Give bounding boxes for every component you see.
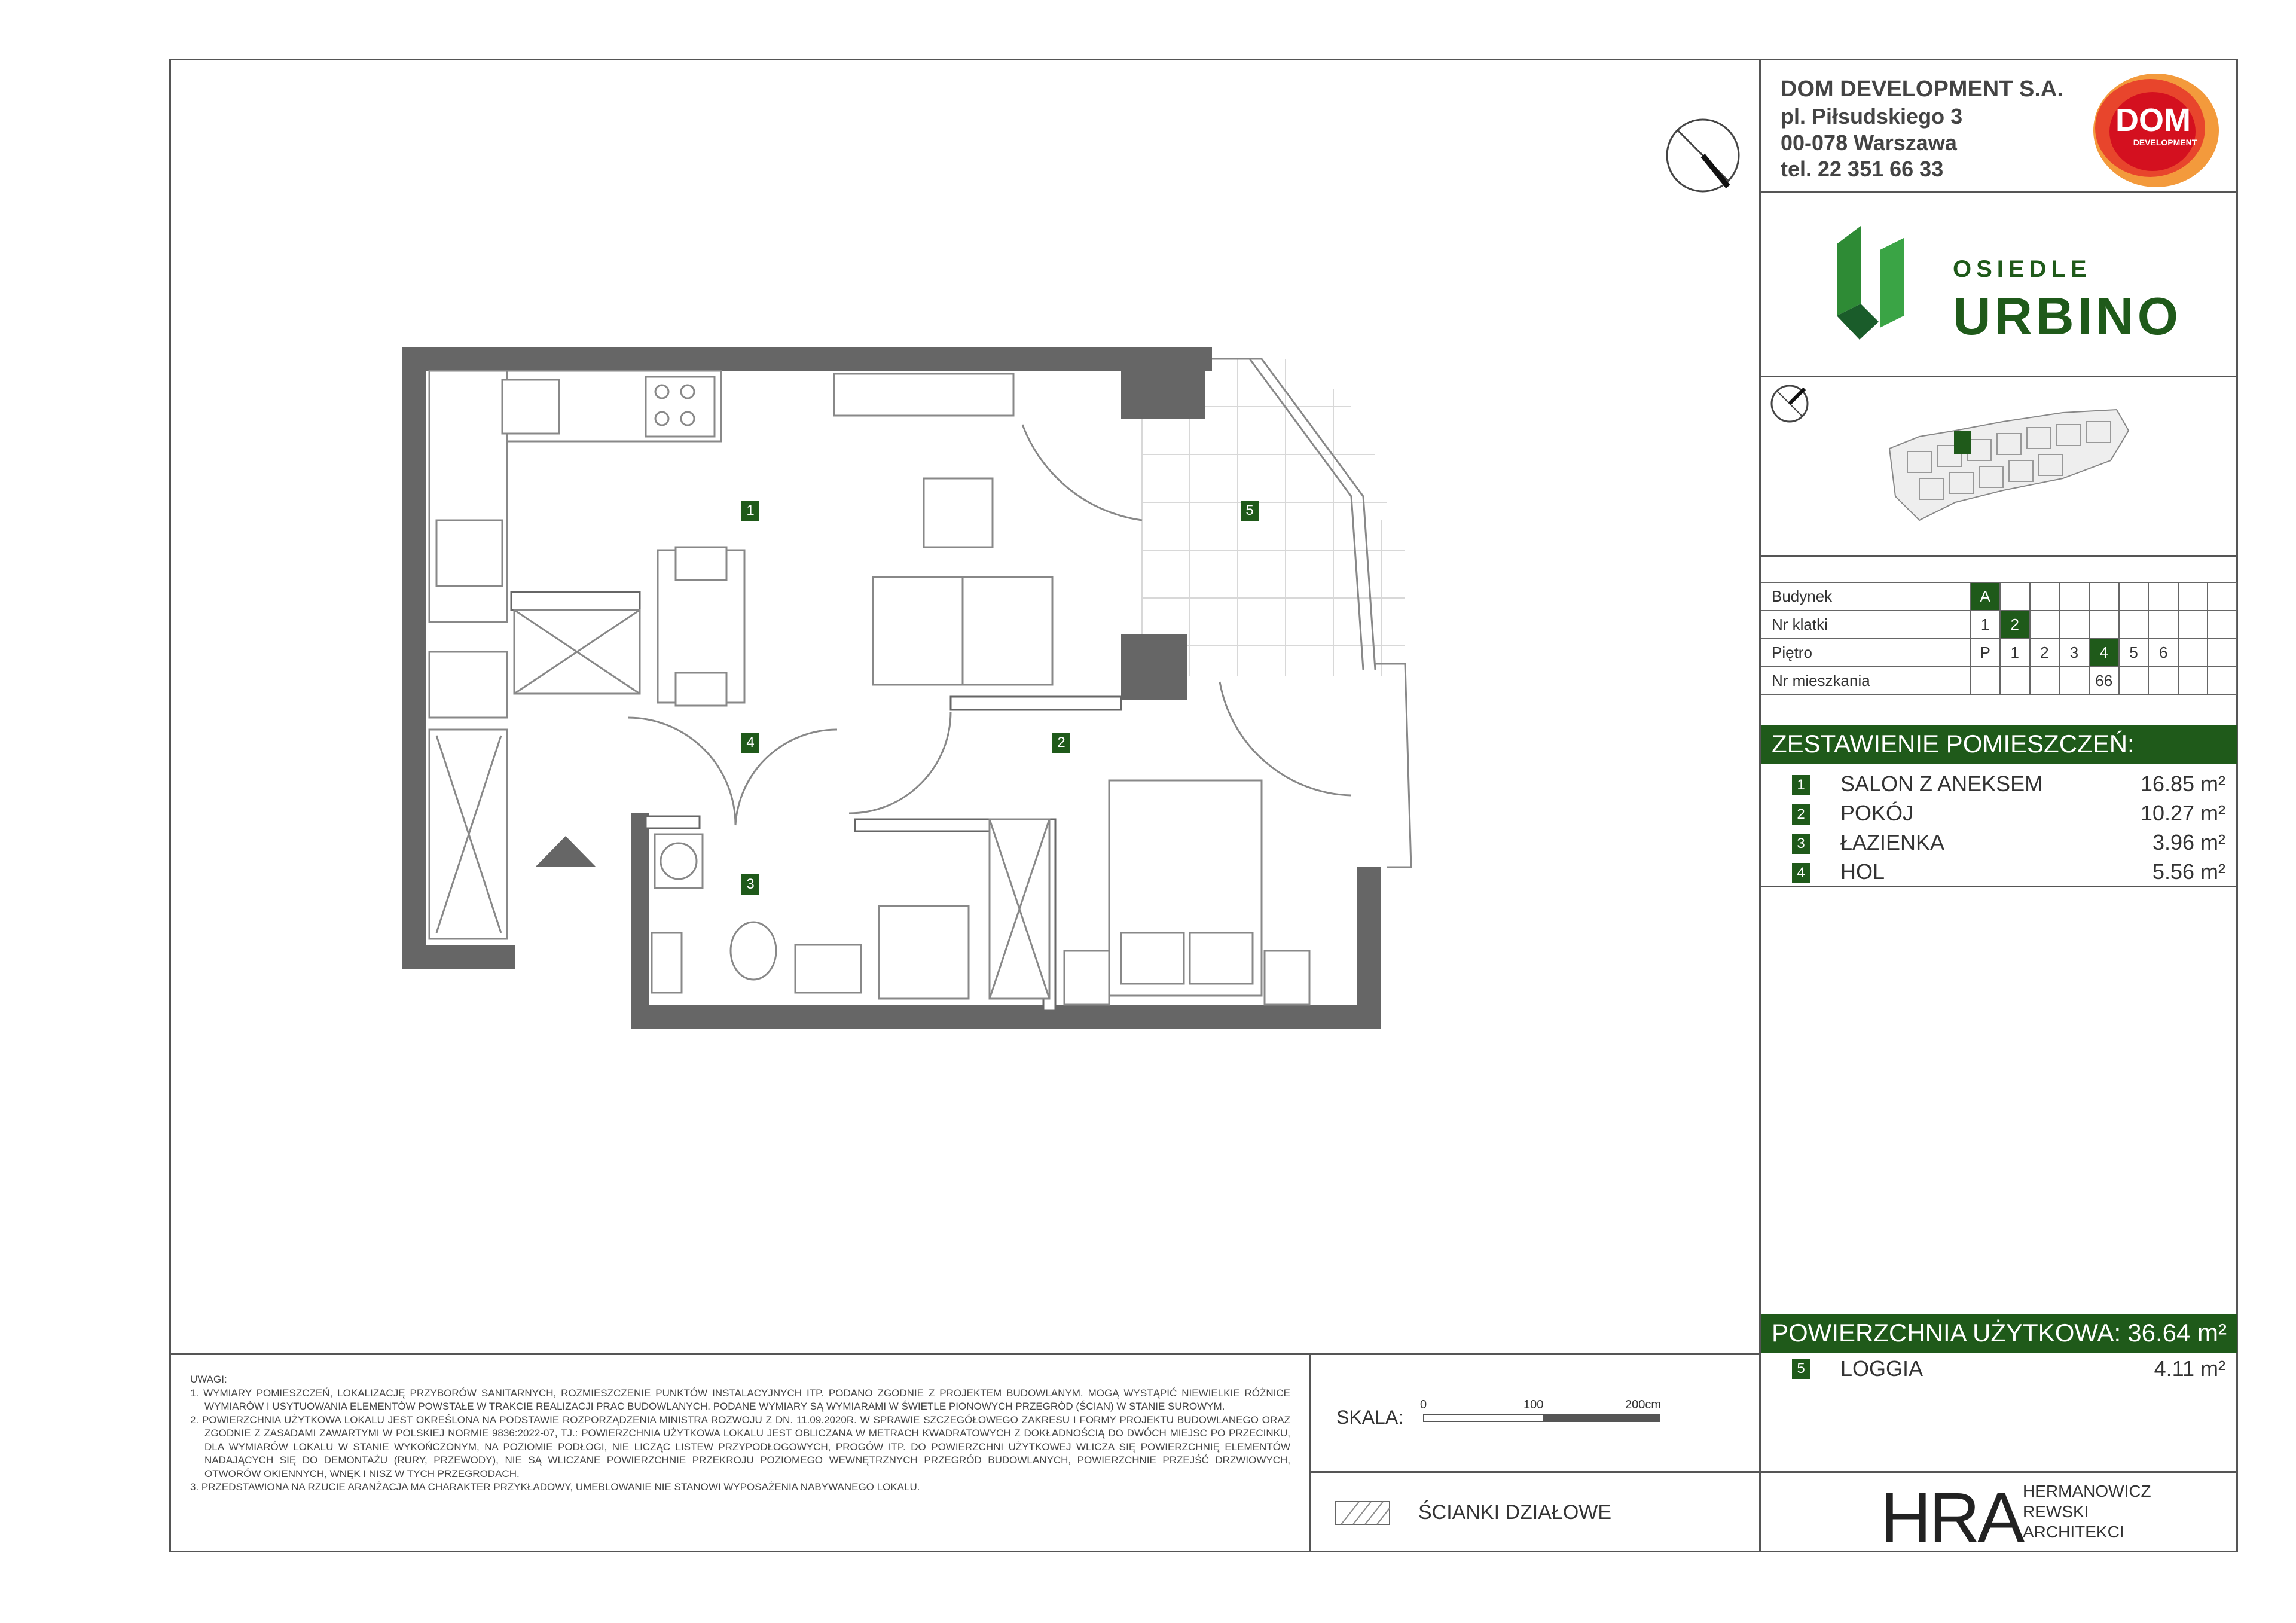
scale-bar: [1423, 1414, 1660, 1422]
info-cell: [2030, 667, 2060, 695]
room-name: POKÓJ: [1840, 801, 1914, 825]
plan-label-3: 3: [741, 874, 759, 895]
rp-line-2: [1759, 376, 2237, 377]
info-row-label: Nr mieszkania: [1761, 667, 1970, 695]
loggia-number: 5: [1792, 1359, 1810, 1379]
logo-text-main: DOM: [2115, 102, 2191, 138]
note-3: 3. PRZEDSTAWIONA NA RZUCIE ARANŻACJA MA CHARAKTER PRZYKŁADOWY, UMEBLOWANIE NIE STANOWI WYPOSAŻENIA NABYWANEGO LOKALU.: [190, 1481, 920, 1493]
info-cell: 66: [2089, 667, 2119, 695]
notes-title: UWAGI:: [190, 1374, 227, 1385]
info-cell: 6: [2148, 639, 2178, 667]
info-cell: 4: [2089, 639, 2119, 667]
usable-area-bar: [1761, 1314, 2237, 1353]
info-row: [1761, 611, 2237, 639]
info-row-label: Piętro: [1761, 639, 1970, 667]
info-cell: [2119, 667, 2149, 695]
info-cell: [2178, 611, 2208, 639]
info-row-label: Nr klatki: [1761, 611, 1970, 639]
loggia-area: 4.11 m²: [2154, 1356, 2225, 1381]
scale-tick-0: 0: [1420, 1398, 1427, 1411]
architect-line-1: HERMANOWICZ: [2023, 1482, 2151, 1500]
info-row-label: Budynek: [1761, 582, 1970, 611]
urbino-logo-mark: [1837, 226, 1915, 340]
room-area: 3.96 m²: [2152, 830, 2225, 855]
info-cell: [2030, 582, 2060, 611]
info-cell: [2208, 639, 2237, 667]
info-cell: [2178, 582, 2208, 611]
room-area: 5.56 m²: [2152, 859, 2225, 884]
rp-line-3: [1759, 555, 2237, 557]
info-cell: [2148, 582, 2178, 611]
info-cell: 3: [2059, 639, 2089, 667]
company-phone: tel. 22 351 66 33: [1781, 157, 1944, 181]
notes: [190, 1373, 1290, 1494]
info-cell: [2148, 611, 2178, 639]
room-number: 2: [1792, 804, 1810, 825]
dom-development-logo: [2086, 71, 2221, 190]
info-row: [1761, 639, 2237, 667]
info-cell: [2208, 611, 2237, 639]
room-name: SALON Z ANEKSEM: [1840, 771, 2043, 796]
plan-label-5: 5: [1241, 501, 1259, 521]
info-cell: [2089, 582, 2119, 611]
info-cell: [2089, 611, 2119, 639]
plan-label-2: 2: [1052, 733, 1070, 753]
legend-label: ŚCIANKI DZIAŁOWE: [1418, 1501, 1612, 1524]
notes-divider: [169, 1353, 1760, 1355]
architect-line-2: REWSKI: [2023, 1502, 2089, 1521]
rooms-bottom-line: [1761, 886, 2237, 887]
project-name: URBINO: [1953, 286, 2182, 346]
room-area: 16.85 m²: [2140, 771, 2225, 796]
scale-tick-100: 100: [1523, 1398, 1544, 1411]
info-cell: [2059, 582, 2089, 611]
apartment-info-table: [1761, 582, 2237, 695]
info-cell: [2119, 582, 2149, 611]
company-street: pl. Piłsudskiego 3: [1781, 104, 1963, 129]
info-cell: P: [1970, 639, 2000, 667]
info-row: [1761, 667, 2237, 695]
room-number: 1: [1792, 775, 1810, 795]
key-plan-map: [1883, 395, 2135, 526]
company-name: DOM DEVELOPMENT S.A.: [1781, 77, 2063, 102]
info-cell: [2119, 611, 2149, 639]
info-cell: [2030, 611, 2060, 639]
room-number: 3: [1792, 834, 1810, 854]
note-2: 2. POWIERZCHNIA UŻYTKOWA LOKALU JEST OKREŚLONA NA PODSTAWIE ROZPORZĄDZENIA MINISTRA ROZWOJU Z DN. 11.09.2020R. W SPRAWIE SZCZEGÓŁOWEGO ZAKRESU I FORMY PROJEKTU BUDOWLANEGO ORAZ ZGODNIE Z ZASADAMI ZAWARTYMI W POLSKIEJ NORMIE 9836:2022-07, TJ.: POWIERZCHNIA UŻYTKOWA LOKALU JEST OBLICZANA W METRACH KWADRATOWYCH Z DOKŁADNOŚCIĄ DO DWÓCH MIEJSC PO PRZECINKU, DLA WYMIARÓW LOKALU W STANIE WYKOŃCZONYM, NA POZIOMIE PODŁOGI, NIE LICZĄC LISTEW PRZYPODŁOGOWYCH, PROGÓW ITP. DO POWIERZCHNI UŻYTKOWEJ WLICZA SIĘ POWIERZCHNIĘ ELEMENTÓW NADAJĄCYCH SIĘ DO DEMONTAŻU (RURY, PRZEWODY), NIE SĄ WLICZANE POWIERZCHNIE PRZEKROJU POZIOMEGO WEWNĘTRZNYCH PRZEGRÓD BUDOWLANYCH, POWIERZCHNIE PRZEJŚĆ DRZWIOWYCH, OTWORÓW OKIENNYCH, WNĘK I NISZ W TYCH PRZEGRODACH.: [190, 1414, 1290, 1479]
usable-area-label: POWIERZCHNIA UŻYTKOWA:: [1772, 1319, 2121, 1347]
rooms-header: ZESTAWIENIE POMIESZCZEŃ:: [1761, 725, 2237, 764]
rp-line-4: [1759, 1471, 2237, 1473]
key-plan-compass-icon: [1769, 383, 1810, 425]
floor-plan: [395, 341, 1423, 1035]
info-cell: [2059, 611, 2089, 639]
scale-label: SKALA:: [1336, 1407, 1404, 1428]
info-cell: [1970, 667, 2000, 695]
room-name: HOL: [1840, 859, 1885, 884]
info-cell: 2: [2030, 639, 2060, 667]
info-cell: [2178, 667, 2208, 695]
company-city: 00-078 Warszawa: [1781, 130, 1957, 155]
usable-area-value: 36.64 m²: [2127, 1319, 2227, 1347]
info-cell: [2208, 667, 2237, 695]
info-cell: [2000, 667, 2030, 695]
info-cell: [2208, 582, 2237, 611]
info-cell: 1: [2000, 639, 2030, 667]
notes-scale-divider: [1309, 1353, 1311, 1552]
room-name: ŁAZIENKA: [1840, 830, 1945, 855]
architect-line-3: ARCHITEKCI: [2023, 1523, 2124, 1541]
partition-wall-legend-icon: [1335, 1501, 1390, 1525]
info-cell: 5: [2119, 639, 2149, 667]
info-cell: [2178, 639, 2208, 667]
plan-label-1: 1: [741, 501, 759, 521]
loggia-name: LOGGIA: [1840, 1356, 1923, 1381]
plan-label-4: 4: [741, 733, 759, 753]
scale-legend-divider: [1309, 1471, 1760, 1473]
north-compass-icon: [1661, 114, 1745, 197]
logo-text-sub: DEVELOPMENT: [2133, 138, 2197, 147]
info-cell: A: [1970, 582, 2000, 611]
info-cell: 2: [2000, 611, 2030, 639]
info-row: [1761, 582, 2237, 611]
architect-logo: HRA: [1880, 1478, 2023, 1557]
note-1: 1. WYMIARY POMIESZCZEŃ, LOKALIZACJĘ PRZYBORÓW SANITARNYCH, ROZMIESZCZENIE PUNKTÓW INSTALACYJNYCH ITP. PODANO ZGODNIE Z PROJEKTEM BUDOWLANYM. MOGĄ WYSTĄPIĆ NIEWIELKIE RÓŻNICE WYMIARÓW I USYTUOWANIA ELEMENTÓW POWSTAŁE W TRAKCIE REALIZACJI PRAC BUDOWLANYCH. PODANE WYMIARY SĄ WYMIARAMI W ŚWIETLE PIONOWYCH PRZEGRÓD (ŚCIAN) W STANIE SUROWYM.: [190, 1387, 1290, 1412]
room-number: 4: [1792, 863, 1810, 883]
scale-tick-200: 200cm: [1625, 1398, 1662, 1411]
room-area: 10.27 m²: [2140, 801, 2225, 825]
rp-line-1: [1759, 191, 2237, 193]
info-cell: 1: [1970, 611, 2000, 639]
info-cell: [2000, 582, 2030, 611]
info-cell: [2148, 667, 2178, 695]
info-cell: [2059, 667, 2089, 695]
project-prefix: OSIEDLE: [1953, 256, 2092, 282]
entrance-marker-icon: [535, 836, 596, 867]
